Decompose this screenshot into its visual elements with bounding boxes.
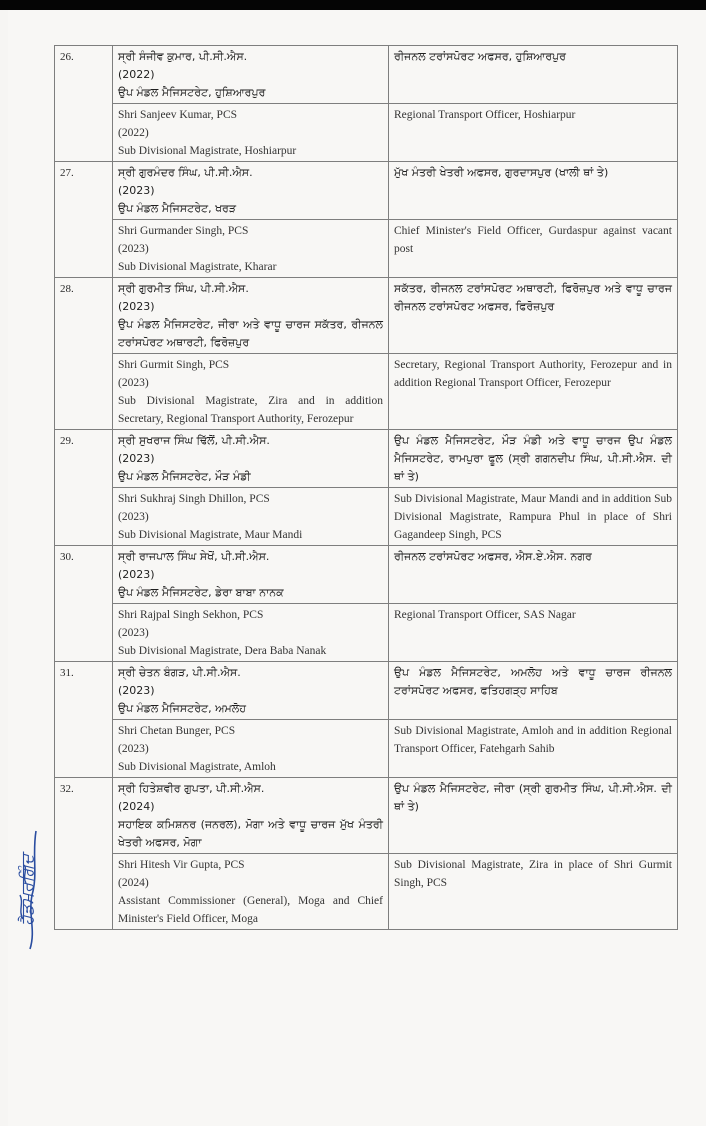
english-line: Sub Divisional Magistrate, Maur Mandi and in addition Sub Divisional Magistrate, Rampura Phul in place of Shri Gagandeep Singh, PCS	[394, 493, 672, 541]
punjabi-line: ਉਪ ਮੰਡਲ ਮੈਜਿਸਟਰੇਟ, ਮੌੜ ਮੰਡੀ	[118, 470, 251, 483]
new-posting-english	[389, 604, 678, 662]
english-line: Shri Gurmander Singh, PCS	[118, 225, 249, 237]
document-page	[8, 10, 706, 1126]
punjabi-line: ਉਪ ਮੰਡਲ ਮੈਜਿਸਟਰੇਟ, ਜੀਰਾ (ਸ੍ਰੀ ਗੁਰਮੀਤ ਸਿੰਘ, ਪੀ.ਸੀ.ਐਸ. ਦੀ ਥਾਂ ਤੇ)	[394, 782, 672, 813]
punjabi-line: ਉਪ ਮੰਡਲ ਮੈਜਿਸਟਰੇਟ, ਅਮਲੋਹ ਅਤੇ ਵਾਧੂ ਚਾਰਜ ਰੀਜਨਲ ਟਰਾਂਸਪੋਰਟ ਅਫਸਰ, ਫਤਿਹਗੜ੍ਹ ਸਾਹਿਬ	[394, 666, 672, 697]
english-line: Chief Minister's Field Officer, Gurdaspur against vacant post	[394, 225, 672, 255]
new-posting-punjabi	[389, 162, 678, 220]
punjabi-line: ਸ੍ਰੀ ਚੇਤਨ ਬੰਗੜ, ਪੀ.ਸੀ.ਐਸ.	[118, 666, 241, 679]
new-posting-punjabi	[389, 46, 678, 104]
officer-current-post-english	[113, 720, 389, 778]
new-posting-punjabi	[389, 662, 678, 720]
english-line: Sub Divisional Magistrate, Maur Mandi	[118, 529, 303, 541]
new-posting-punjabi	[389, 778, 678, 854]
english-line: (2022)	[118, 127, 149, 139]
table-row-english	[55, 720, 678, 778]
officer-current-post-punjabi	[113, 278, 389, 354]
new-posting-english	[389, 488, 678, 546]
officer-current-post-english	[113, 488, 389, 546]
punjabi-line: ਸ੍ਰੀ ਰਾਜਪਾਲ ਸਿੰਘ ਸੇਖੋਂ, ਪੀ.ਸੀ.ਐਸ.	[118, 550, 270, 563]
english-line: (2023)	[118, 243, 149, 255]
punjabi-line: ਉਪ ਮੰਡਲ ਮੈਜਿਸਟਰੇਟ, ਮੌੜ ਮੰਡੀ ਅਤੇ ਵਾਧੂ ਚਾਰਜ ਉਪ ਮੰਡਲ ਮੈਜਿਸਟਰੇਟ, ਰਾਮਪੁਰਾ ਫੂਲ (ਸ੍ਰੀ ਗਗਨਦੀਪ ਸਿੰਘ, ਪੀ.ਸੀ.ਐਸ. ਦੀ ਥਾਂ ਤੇ)	[394, 434, 672, 483]
punjabi-line: ਸ੍ਰੀ ਗੁਰਮੀਤ ਸਿੰਘ, ਪੀ.ਸੀ.ਐਸ.	[118, 282, 249, 295]
english-line: (2023)	[118, 377, 149, 389]
new-posting-punjabi	[389, 430, 678, 488]
english-line: Shri Gurmit Singh, PCS	[118, 359, 230, 371]
table-row-punjabi	[55, 430, 678, 488]
punjabi-line: (2023)	[118, 568, 155, 581]
table-row-punjabi	[55, 662, 678, 720]
table-row-english	[55, 604, 678, 662]
table-row-english	[55, 354, 678, 430]
english-line: Regional Transport Officer, SAS Nagar	[394, 609, 576, 621]
serial-number: 31.	[55, 662, 113, 778]
english-line: Sub Divisional Magistrate, Amloh and in addition Regional Transport Officer, Fatehgarh Sahib	[394, 725, 672, 755]
english-line: (2023)	[118, 511, 149, 523]
serial-number: 28.	[55, 278, 113, 430]
table-row-punjabi	[55, 46, 678, 104]
new-posting-punjabi	[389, 278, 678, 354]
officer-current-post-punjabi	[113, 430, 389, 488]
punjabi-line: ਸ੍ਰੀ ਗੁਰਮੰਦਰ ਸਿੰਘ, ਪੀ.ਸੀ.ਐਸ.	[118, 166, 253, 179]
punjabi-line: (2023)	[118, 684, 155, 697]
english-line: Shri Chetan Bunger, PCS	[118, 725, 236, 737]
officer-current-post-english	[113, 354, 389, 430]
english-line: Sub Divisional Magistrate, Zira and in addition Secretary, Regional Transport Authority, Ferozepur	[118, 395, 383, 425]
table-row-punjabi	[55, 778, 678, 854]
top-status-bar	[0, 0, 706, 10]
officer-current-post-punjabi	[113, 778, 389, 854]
punjabi-line: ਸ੍ਰੀ ਸੰਜੀਵ ਕੁਮਾਰ, ਪੀ.ਸੀ.ਐਸ.	[118, 50, 248, 63]
table-body	[55, 46, 678, 930]
english-line: Assistant Commissioner (General), Moga and Chief Minister's Field Officer, Moga	[118, 895, 383, 925]
english-line: Shri Sanjeev Kumar, PCS	[118, 109, 238, 121]
table-row-punjabi	[55, 278, 678, 354]
english-line: (2023)	[118, 743, 149, 755]
new-posting-english	[389, 354, 678, 430]
serial-number: 26.	[55, 46, 113, 162]
table-row-english	[55, 104, 678, 162]
english-line: (2024)	[118, 877, 149, 889]
table-row-english	[55, 488, 678, 546]
table-row-punjabi	[55, 546, 678, 604]
table-row-english	[55, 220, 678, 278]
new-posting-english	[389, 720, 678, 778]
serial-number: 30.	[55, 546, 113, 662]
serial-number: 29.	[55, 430, 113, 546]
english-line: Sub Divisional Magistrate, Kharar	[118, 261, 277, 273]
serial-number: 32.	[55, 778, 113, 930]
punjabi-line: ਸ੍ਰੀ ਹਿਤੇਸ਼ਵੀਰ ਗੁਪਤਾ, ਪੀ.ਸੀ.ਐਸ.	[118, 782, 265, 795]
punjabi-line: ਰੀਜਨਲ ਟਰਾਂਸਪੋਰਟ ਅਫਸਰ, ਐਸ.ਏ.ਐਸ. ਨਗਰ	[394, 550, 592, 563]
officer-current-post-english	[113, 220, 389, 278]
officer-current-post-english	[113, 854, 389, 930]
officer-current-post-punjabi	[113, 662, 389, 720]
punjabi-line: ਸ੍ਰੀ ਸੁਖਰਾਜ ਸਿੰਘ ਢਿੱਲੋਂ, ਪੀ.ਸੀ.ਐਸ.	[118, 434, 270, 447]
officer-current-post-punjabi	[113, 162, 389, 220]
english-line: Shri Rajpal Singh Sekhon, PCS	[118, 609, 264, 621]
signature-text: ਹੈਡਮਰਗਿੰਦ	[18, 854, 38, 926]
punjabi-line: ਉਪ ਮੰਡਲ ਮੈਜਿਸਟਰੇਟ, ਅਮਲੋਹ	[118, 702, 246, 715]
english-line: Sub Divisional Magistrate, Amloh	[118, 761, 276, 773]
handwritten-signature	[10, 825, 46, 955]
english-line: (2023)	[118, 627, 149, 639]
serial-number: 27.	[55, 162, 113, 278]
punjabi-line: ਉਪ ਮੰਡਲ ਮੈਜਿਸਟਰੇਟ, ਖਰੜ	[118, 202, 237, 215]
punjabi-line: (2023)	[118, 184, 155, 197]
english-line: Shri Hitesh Vir Gupta, PCS	[118, 859, 245, 871]
english-line: Sub Divisional Magistrate, Hoshiarpur	[118, 145, 297, 157]
english-line: Regional Transport Officer, Hoshiarpur	[394, 109, 576, 121]
new-posting-english	[389, 854, 678, 930]
officer-current-post-english	[113, 604, 389, 662]
table-row-english	[55, 854, 678, 930]
punjabi-line: (2023)	[118, 452, 155, 465]
officer-current-post-punjabi	[113, 546, 389, 604]
punjabi-line: ਉਪ ਮੰਡਲ ਮੈਜਿਸਟਰੇਟ, ਡੇਰਾ ਬਾਬਾ ਨਾਨਕ	[118, 586, 284, 599]
punjabi-line: (2022)	[118, 68, 155, 81]
punjabi-line: (2024)	[118, 800, 155, 813]
transfer-orders-table	[54, 45, 678, 930]
punjabi-line: ਉਪ ਮੰਡਲ ਮੈਜਿਸਟਰੇਟ, ਹੁਸ਼ਿਆਰਪੁਰ	[118, 86, 266, 99]
table-row-punjabi	[55, 162, 678, 220]
english-line: Sub Divisional Magistrate, Dera Baba Nanak	[118, 645, 327, 657]
english-line: Secretary, Regional Transport Authority, Ferozepur and in addition Regional Transport Officer, Ferozepur	[394, 359, 672, 389]
new-posting-english	[389, 220, 678, 278]
english-line: Shri Sukhraj Singh Dhillon, PCS	[118, 493, 270, 505]
punjabi-line: (2023)	[118, 300, 155, 313]
punjabi-line: ਸਹਾਇਕ ਕਮਿਸ਼ਨਰ (ਜਨਰਲ), ਮੋਗਾ ਅਤੇ ਵਾਧੂ ਚਾਰਜ ਮੁੱਖ ਮੰਤਰੀ ਖੇਤਰੀ ਅਫਸਰ, ਮੋਗਾ	[118, 818, 383, 849]
punjabi-line: ਉਪ ਮੰਡਲ ਮੈਜਿਸਟਰੇਟ, ਜੀਰਾ ਅਤੇ ਵਾਧੂ ਚਾਰਜ ਸਕੱਤਰ, ਰੀਜਨਲ ਟਰਾਂਸਪੋਰਟ ਅਥਾਰਟੀ, ਫਿਰੋਜ਼ਪੁਰ	[118, 318, 383, 349]
officer-current-post-punjabi	[113, 46, 389, 104]
english-line: Sub Divisional Magistrate, Zira in place of Shri Gurmit Singh, PCS	[394, 859, 672, 889]
new-posting-english	[389, 104, 678, 162]
officer-current-post-english	[113, 104, 389, 162]
new-posting-punjabi	[389, 546, 678, 604]
punjabi-line: ਮੁੱਖ ਮੰਤਰੀ ਖੇਤਰੀ ਅਫਸਰ, ਗੁਰਦਾਸਪੁਰ (ਖਾਲੀ ਥਾਂ ਤੇ)	[394, 166, 609, 179]
punjabi-line: ਸਕੱਤਰ, ਰੀਜਨਲ ਟਰਾਂਸਪੋਰਟ ਅਥਾਰਟੀ, ਫਿਰੋਜ਼ਪੁਰ ਅਤੇ ਵਾਧੂ ਚਾਰਜ ਰੀਜਨਲ ਟਰਾਂਸਪੋਰਟ ਅਫਸਰ, ਫਿਰੋਜ਼ਪੁਰ	[394, 282, 672, 313]
punjabi-line: ਰੀਜਨਲ ਟਰਾਂਸਪੋਰਟ ਅਫਸਰ, ਹੁਸ਼ਿਆਰਪੁਰ	[394, 50, 567, 63]
